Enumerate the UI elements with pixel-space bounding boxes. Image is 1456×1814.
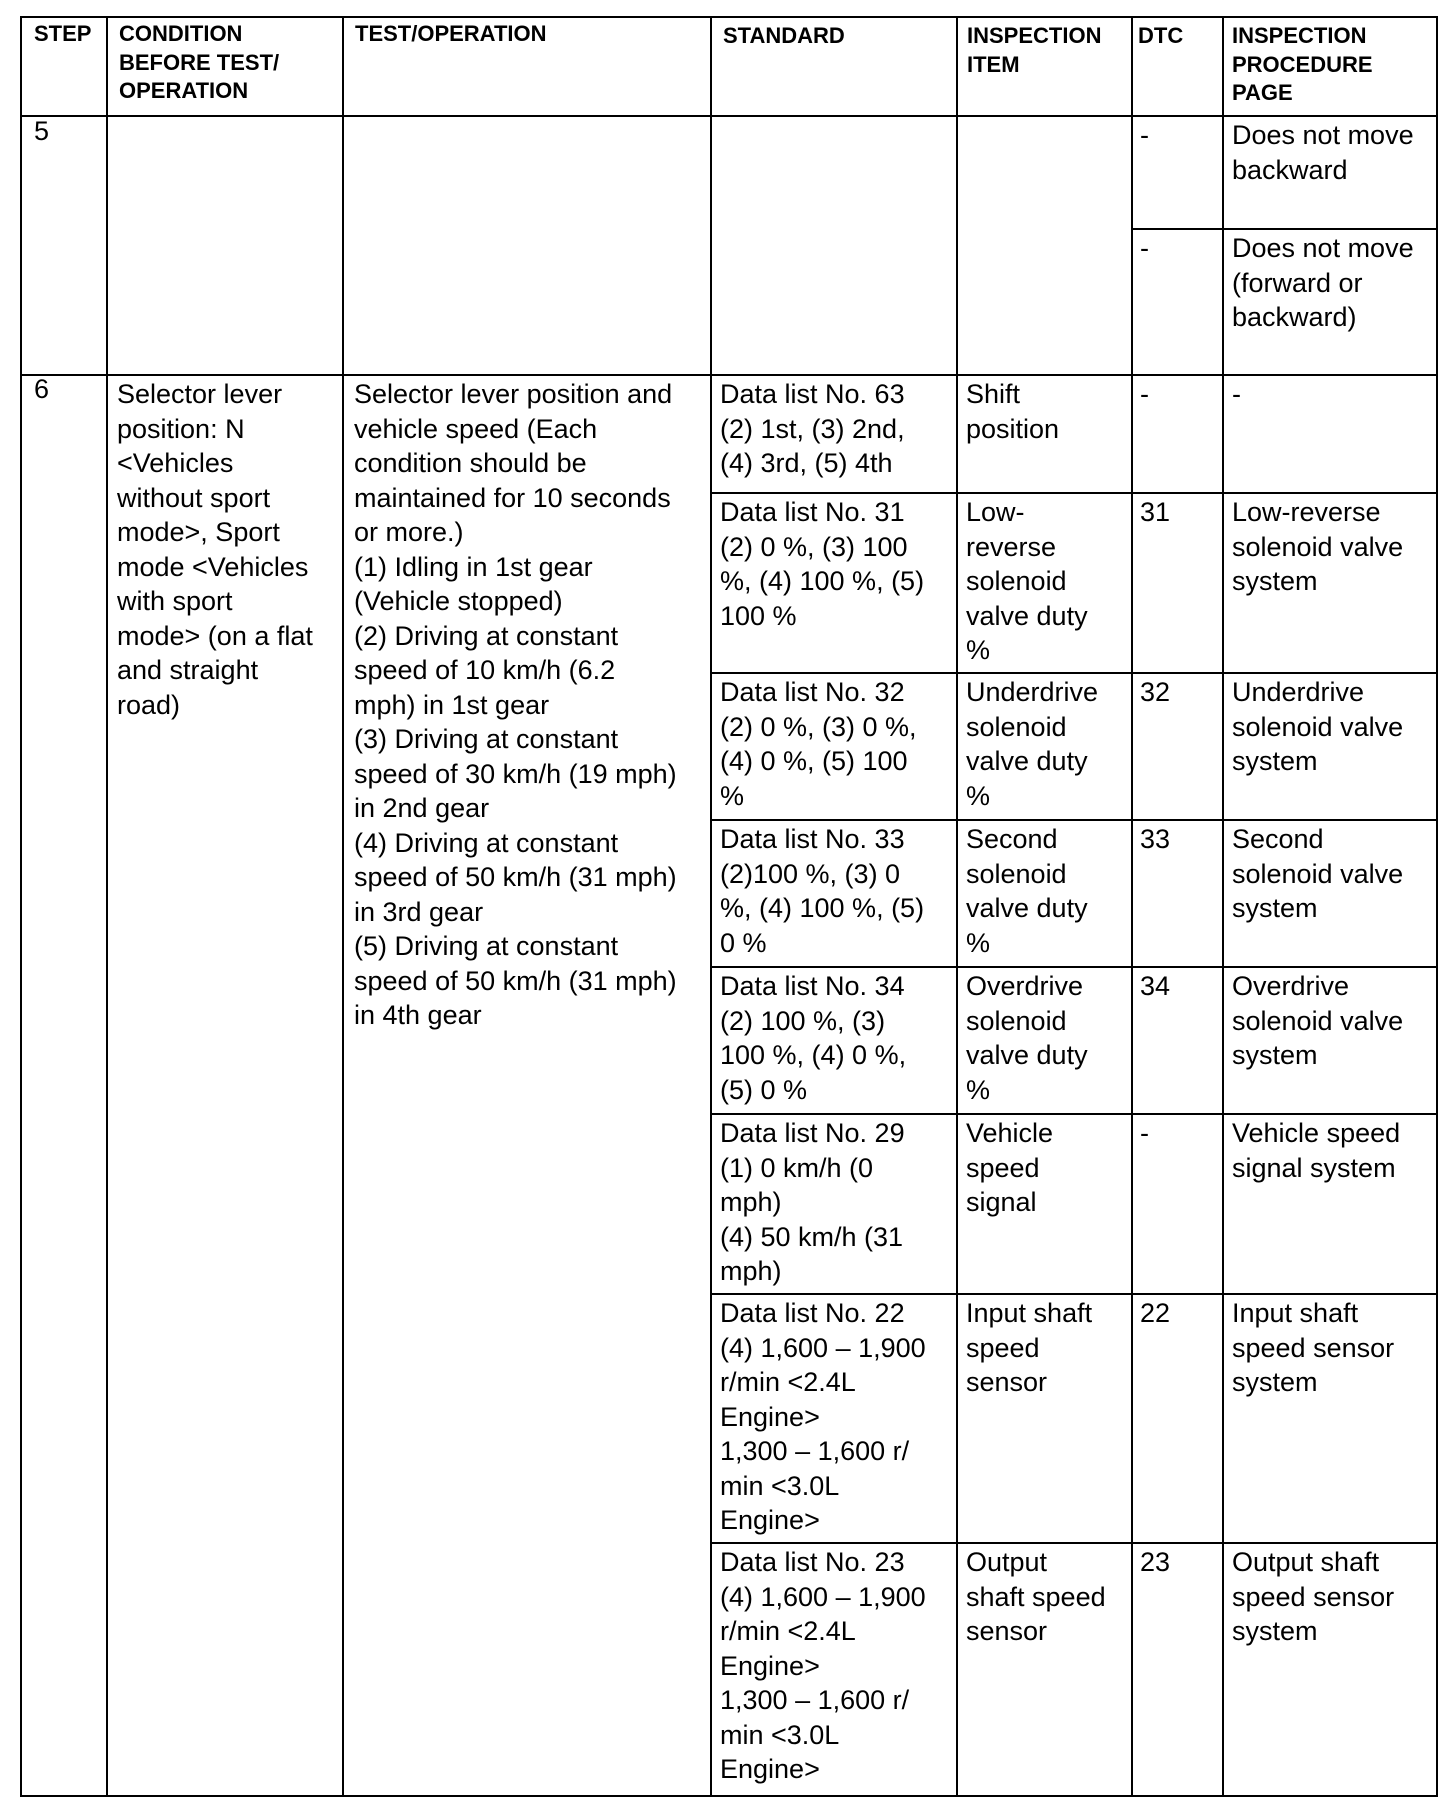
row-divider — [1131, 228, 1436, 230]
dtc-cell: 34 — [1140, 971, 1171, 1001]
inspection-table — [20, 16, 1438, 1797]
header-condition: CONDITION BEFORE TEST/ OPERATION — [119, 21, 280, 103]
header-divider — [22, 115, 1436, 117]
header-step: STEP — [34, 21, 92, 46]
row-divider — [710, 492, 1436, 494]
row-divider — [710, 819, 1436, 821]
test-cell: Selector lever position and vehicle speed (Each condition should be maintained for 10 seconds or more.) (1) Idling in 1st gear (Vehicle stopped) (2) Driving at constant speed of 10 km/h (6.2 mph) in 1st gear (3) Driving at constant speed of 30 km/h (19 mph) in 2nd gear (4) Driving at constant speed of 50 km/h (31 mph) in 3rd gear (5) Driving at constant speed of 50 km/h (31 mph) in 4th gear — [354, 379, 677, 1030]
step-divider — [22, 374, 1436, 376]
step-number: 6 — [34, 374, 50, 404]
item-cell: Shift position — [966, 379, 1060, 444]
procedure-cell: Overdrive solenoid valve system — [1232, 971, 1404, 1070]
dtc-cell: - — [1140, 120, 1149, 150]
dtc-cell: - — [1140, 379, 1149, 409]
dtc-cell: 31 — [1140, 497, 1171, 527]
standard-cell: Data list No. 34 (2) 100 %, (3) 100 %, (4) 0 %, (5) 0 % — [720, 971, 907, 1105]
procedure-cell: Low-reverse solenoid valve system — [1232, 497, 1404, 596]
dtc-cell: - — [1140, 1118, 1149, 1148]
row-divider — [710, 1542, 1436, 1544]
procedure-cell: Does not move (forward or backward) — [1232, 233, 1414, 332]
item-cell: Underdrive solenoid valve duty % — [966, 677, 1099, 811]
item-cell: Overdrive solenoid valve duty % — [966, 971, 1088, 1105]
dtc-cell: 33 — [1140, 824, 1171, 854]
dtc-cell: 22 — [1140, 1298, 1171, 1328]
standard-cell: Data list No. 23 (4) 1,600 – 1,900 r/min <2.4L Engine> 1,300 – 1,600 r/ min <3.0L Engine> — [720, 1547, 926, 1784]
procedure-cell: Vehicle speed signal system — [1232, 1118, 1401, 1183]
procedure-cell: Second solenoid valve system — [1232, 824, 1404, 923]
standard-cell: Data list No. 33 (2)100 %, (3) 0 %, (4) 100 %, (5) 0 % — [720, 824, 925, 958]
item-cell: Input shaft speed sensor — [966, 1298, 1093, 1397]
standard-cell: Data list No. 31 (2) 0 %, (3) 100 %, (4) 100 %, (5) 100 % — [720, 497, 925, 631]
col-divider — [1222, 18, 1224, 1797]
row-divider — [710, 672, 1436, 674]
header-item: INSPECTION ITEM — [967, 23, 1102, 77]
item-cell: Second solenoid valve duty % — [966, 824, 1088, 958]
header-test: TEST/OPERATION — [355, 21, 547, 46]
row-divider — [710, 1113, 1436, 1115]
dtc-cell: - — [1140, 233, 1149, 263]
item-cell: Vehicle speed signal — [966, 1118, 1054, 1217]
dtc-cell: 32 — [1140, 677, 1171, 707]
procedure-cell: - — [1232, 379, 1241, 409]
col-divider — [956, 18, 958, 1797]
procedure-cell: Input shaft speed sensor system — [1232, 1298, 1395, 1397]
header-dtc: DTC — [1138, 23, 1184, 48]
item-cell: Low- reverse solenoid valve duty % — [966, 497, 1088, 665]
header-page: INSPECTION PROCEDURE PAGE — [1232, 23, 1373, 105]
col-divider — [710, 18, 712, 1797]
dtc-cell: 23 — [1140, 1547, 1171, 1577]
step-number: 5 — [34, 116, 50, 146]
col-divider — [106, 18, 108, 1797]
row-divider — [710, 966, 1436, 968]
header-standard: STANDARD — [723, 23, 845, 48]
procedure-cell: Output shaft speed sensor system — [1232, 1547, 1395, 1646]
standard-cell: Data list No. 29 (1) 0 km/h (0 mph) (4) 50 km/h (31 mph) — [720, 1118, 905, 1286]
row-divider — [710, 1293, 1436, 1295]
col-divider — [1131, 18, 1133, 1797]
procedure-cell: Does not move backward — [1232, 120, 1414, 185]
standard-cell: Data list No. 22 (4) 1,600 – 1,900 r/min <2.4L Engine> 1,300 – 1,600 r/ min <3.0L Engine> — [720, 1298, 926, 1535]
procedure-cell: Underdrive solenoid valve system — [1232, 677, 1404, 776]
col-divider — [342, 18, 344, 1797]
condition-cell: Selector lever position: N <Vehicles without sport mode>, Sport mode <Vehicles with sport mode> (on a flat and straight road) — [117, 379, 313, 720]
standard-cell: Data list No. 63 (2) 1st, (3) 2nd, (4) 3rd, (5) 4th — [720, 379, 905, 478]
item-cell: Output shaft speed sensor — [966, 1547, 1106, 1646]
standard-cell: Data list No. 32 (2) 0 %, (3) 0 %, (4) 0 %, (5) 100 % — [720, 677, 917, 811]
